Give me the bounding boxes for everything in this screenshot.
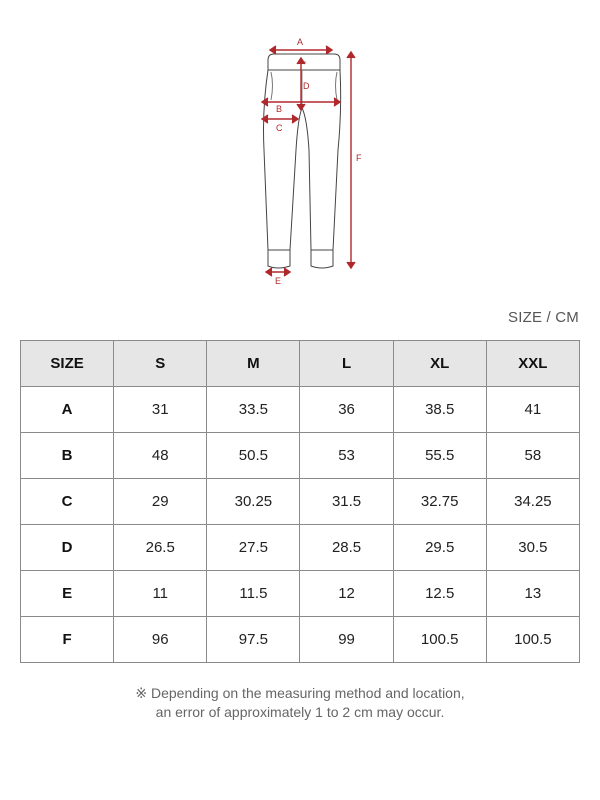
- row-label: A: [21, 387, 114, 433]
- table-row: [21, 525, 580, 571]
- measurement-note: [0, 684, 600, 722]
- table-cell: 13: [486, 571, 579, 617]
- table-row: [21, 571, 580, 617]
- header-xl: XL: [393, 341, 486, 387]
- table-cell: 96: [114, 617, 207, 663]
- row-label: B: [21, 433, 114, 479]
- table-cell: 97.5: [207, 617, 300, 663]
- table-row: [21, 387, 580, 433]
- table-cell: 11.5: [207, 571, 300, 617]
- table-cell: 12.5: [393, 571, 486, 617]
- label-b: B: [276, 104, 283, 114]
- table-cell: 31: [114, 387, 207, 433]
- row-label: F: [21, 617, 114, 663]
- table-cell: 30.5: [486, 525, 579, 571]
- table-cell: 12: [300, 571, 393, 617]
- header-size: SIZE: [21, 341, 114, 387]
- label-f: F: [356, 153, 362, 163]
- pants-measurement-diagram: [0, 0, 600, 300]
- table-cell: 41: [486, 387, 579, 433]
- table-cell: 48: [114, 433, 207, 479]
- table-cell: 11: [114, 571, 207, 617]
- table-cell: 29.5: [393, 525, 486, 571]
- table-cell: 28.5: [300, 525, 393, 571]
- table-cell: 31.5: [300, 479, 393, 525]
- table-cell: 100.5: [393, 617, 486, 663]
- table-row: [21, 433, 580, 479]
- table-cell: 99: [300, 617, 393, 663]
- header-l: L: [300, 341, 393, 387]
- label-d: D: [303, 81, 310, 91]
- table-cell: 27.5: [207, 525, 300, 571]
- row-label: C: [21, 479, 114, 525]
- measure-f-arrow: [347, 52, 355, 268]
- label-a: A: [297, 37, 304, 47]
- table-row: [21, 479, 580, 525]
- table-cell: 50.5: [207, 433, 300, 479]
- table-cell: 33.5: [207, 387, 300, 433]
- row-label: D: [21, 525, 114, 571]
- table-cell: 34.25: [486, 479, 579, 525]
- table-cell: 29: [114, 479, 207, 525]
- size-table: [20, 340, 580, 663]
- table-cell: 32.75: [393, 479, 486, 525]
- table-cell: 36: [300, 387, 393, 433]
- header-xxl: XXL: [486, 341, 579, 387]
- header-s: S: [114, 341, 207, 387]
- note-line-2: an error of approximately 1 to 2 cm may occur.: [155, 704, 445, 720]
- label-e: E: [275, 276, 282, 286]
- table-header-row: [21, 341, 580, 387]
- label-c: C: [276, 123, 283, 133]
- table-cell: 100.5: [486, 617, 579, 663]
- table-cell: 30.25: [207, 479, 300, 525]
- measure-a-arrow: [270, 46, 332, 54]
- table-cell: 55.5: [393, 433, 486, 479]
- row-label: E: [21, 571, 114, 617]
- measure-c-arrow: [262, 115, 298, 123]
- table-cell: 53: [300, 433, 393, 479]
- unit-label: SIZE / CM: [508, 309, 579, 326]
- header-m: M: [207, 341, 300, 387]
- note-line-1: ※ Depending on the measuring method and location,: [135, 685, 465, 701]
- table-cell: 58: [486, 433, 579, 479]
- table-cell: 38.5: [393, 387, 486, 433]
- table-cell: 26.5: [114, 525, 207, 571]
- measure-e-arrow: [266, 268, 290, 276]
- table-row: [21, 617, 580, 663]
